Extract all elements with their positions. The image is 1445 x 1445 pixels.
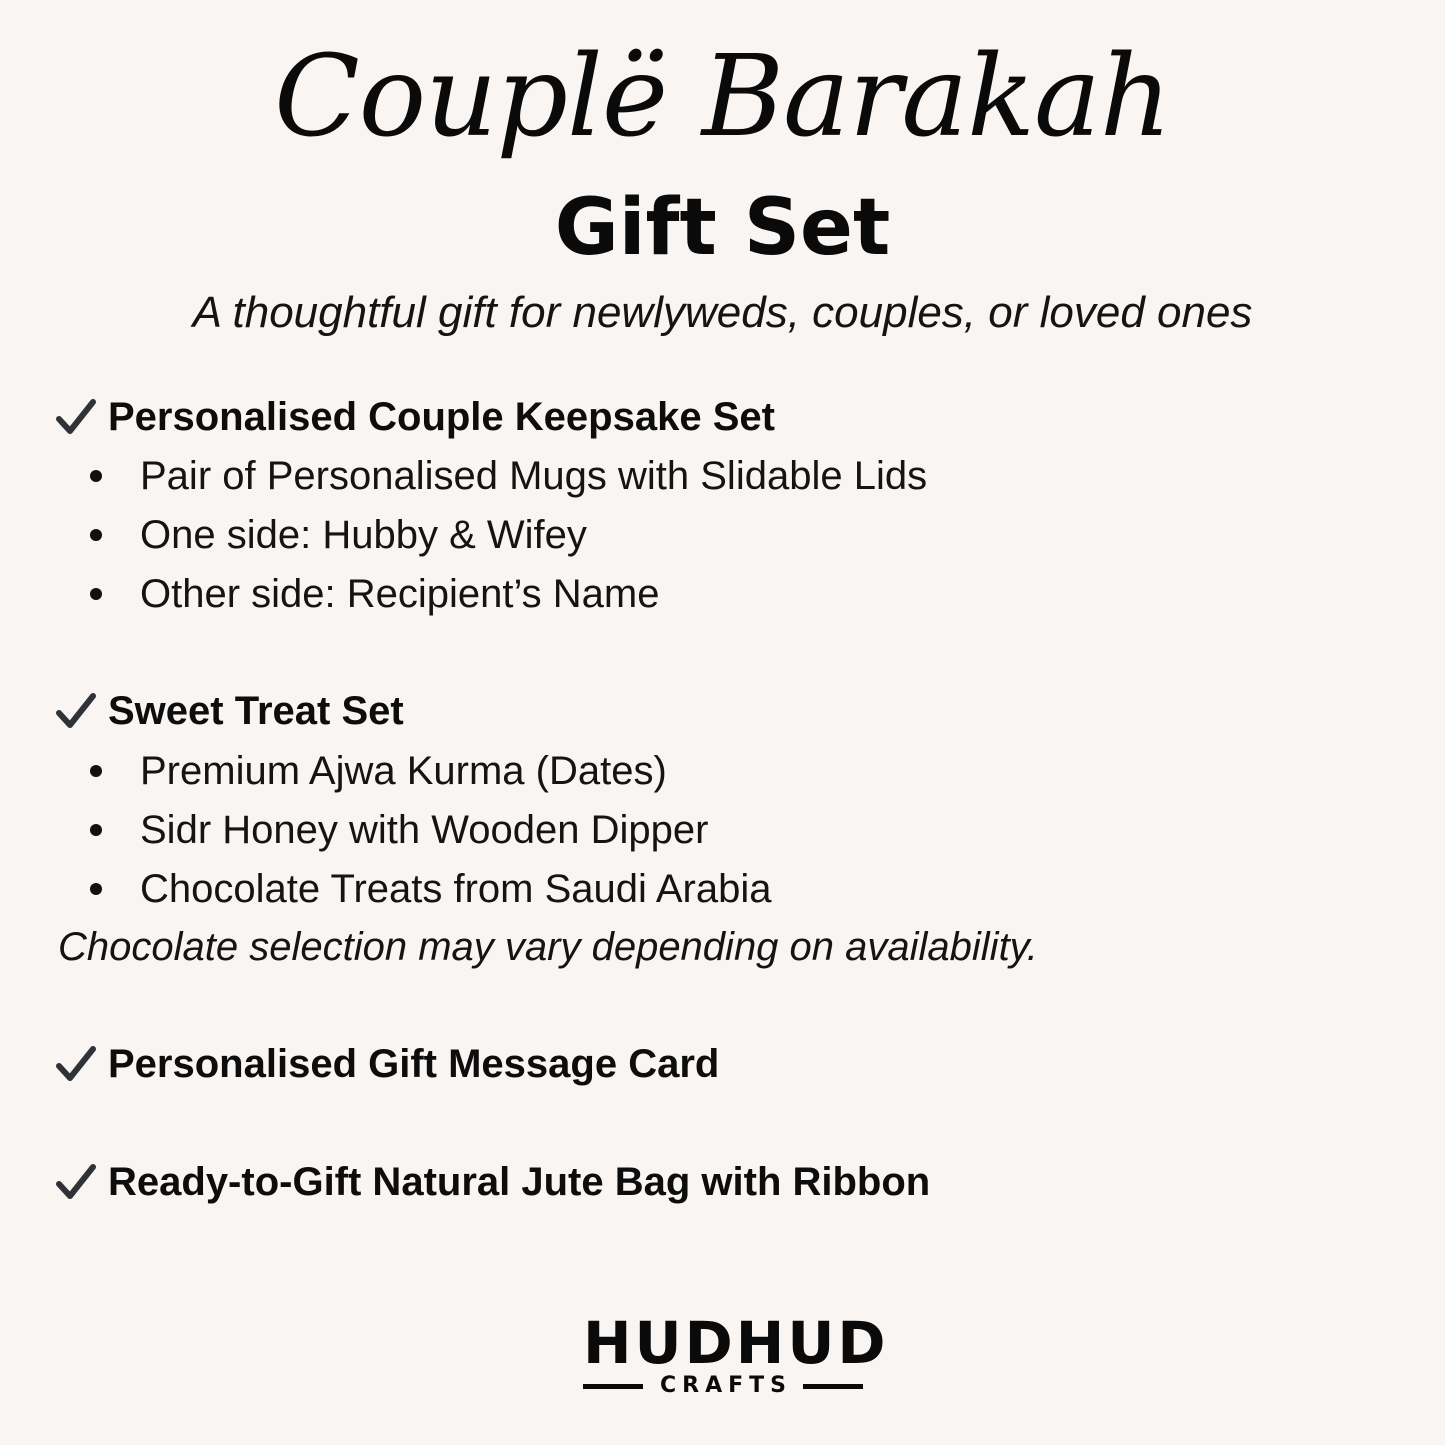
brand-name: HUDHUD: [583, 1309, 889, 1377]
list-item: [90, 569, 660, 619]
page-subtitle: A thoughtful gift for newlyweds, couples, or loved ones: [192, 288, 1253, 337]
brand-tagline: CRAFTS: [660, 1373, 792, 1398]
list-item: [90, 805, 708, 855]
list-item-text: One side: Hubby & Wifey: [140, 513, 587, 557]
list-item: [90, 746, 667, 796]
list-item-text: Other side: Recipient’s Name: [140, 572, 660, 616]
list-item: [90, 451, 927, 501]
section-heading-sweet-treat: [54, 686, 404, 736]
section-title: Sweet Treat Set: [108, 689, 404, 733]
brand-logo: [583, 1309, 889, 1398]
section-heading-message-card: [54, 1039, 719, 1089]
list-item: [90, 864, 771, 914]
bullet-icon: [90, 883, 102, 895]
checkmark-icon: [54, 395, 98, 439]
list-item: [90, 510, 587, 560]
list-item-text: Chocolate Treats from Saudi Arabia: [140, 867, 772, 911]
page-title-script: Couplë Barakah: [274, 32, 1171, 162]
bullet-icon: [90, 824, 102, 836]
bullet-icon: [90, 588, 102, 600]
section-heading-jute-bag: [54, 1157, 930, 1207]
bullet-icon: [90, 529, 102, 541]
brand-tagline-row: [583, 1374, 863, 1398]
bullet-icon: [90, 470, 102, 482]
bullet-icon: [90, 765, 102, 777]
section-title: Personalised Couple Keepsake Set: [108, 395, 775, 439]
checkmark-icon: [54, 1160, 98, 1204]
section-heading-keepsake: [54, 392, 775, 442]
divider: [803, 1384, 863, 1389]
list-item-text: Premium Ajwa Kurma (Dates): [140, 749, 667, 793]
divider: [583, 1384, 643, 1389]
list-item-text: Sidr Honey with Wooden Dipper: [140, 808, 709, 852]
checkmark-icon: [54, 1042, 98, 1086]
availability-note: Chocolate selection may vary depending on availability.: [58, 925, 1038, 969]
list-item-text: Pair of Personalised Mugs with Slidable Lids: [140, 454, 928, 498]
page-title: Gift Set: [554, 183, 891, 273]
checkmark-icon: [54, 689, 98, 733]
section-title: Ready-to-Gift Natural Jute Bag with Ribbon: [108, 1160, 931, 1204]
section-title: Personalised Gift Message Card: [108, 1042, 720, 1086]
